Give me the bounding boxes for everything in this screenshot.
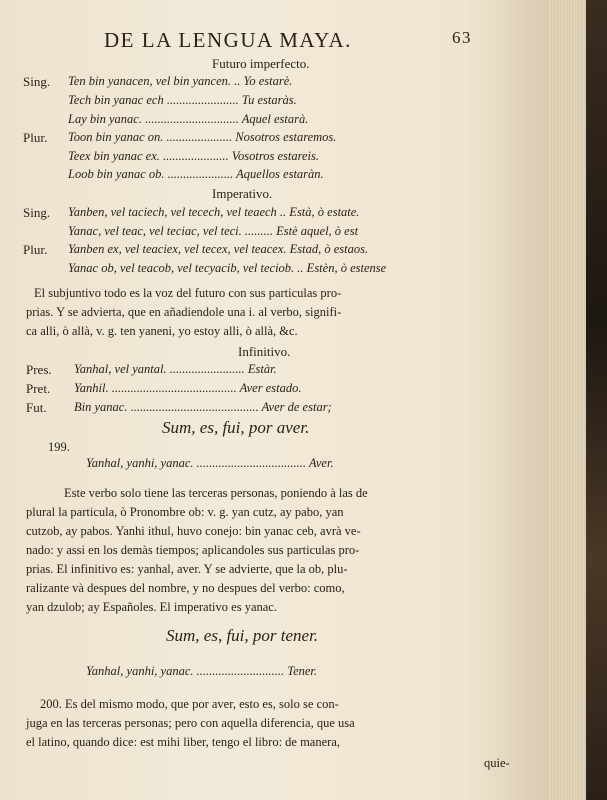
line-label: Pret. xyxy=(26,381,51,396)
text-line: Yanben, vel taciech, vel tecech, vel teaech .. Està, ò estate. xyxy=(68,205,360,219)
text-line: Ten bin yanacen, vel bin yancen. .. Yo estarè. xyxy=(68,74,293,88)
paragraph-line: juga en las terceras personas; pero con aquella diferencia, que usa xyxy=(26,716,355,730)
section-heading: Sum, es, fui, por aver. xyxy=(162,418,310,437)
book-cover xyxy=(586,0,607,800)
paragraph-line: nado: y assi en los demàs tiempos; aplicandoles sus particulas pro- xyxy=(26,543,360,557)
text-line: Lay bin yanac. .............................. Aquel estarà. xyxy=(68,112,309,126)
line-label: Plur. xyxy=(23,242,48,257)
paragraph-line: ralizante và despues del nombre, y no despues del verbo: como, xyxy=(26,581,345,595)
catchword: quie- xyxy=(484,756,510,770)
line-label: Pres. xyxy=(26,362,52,377)
text-line: Toon bin yanac on. ..................... Nosotros estaremos. xyxy=(68,130,337,144)
page-edges xyxy=(548,0,586,800)
text-line: Yanac, vel teac, vel teciac, vel teci. ......... Estè aquel, ò est xyxy=(68,224,359,238)
text-line: Yanac ob, vel teacob, vel tecyacib, vel teciob. .. Estèn, ò estense xyxy=(68,261,387,275)
paragraph-line: yan dzulob; ay Españoles. El imperativo es yanac. xyxy=(26,600,277,614)
section-title: Futuro imperfecto. xyxy=(212,56,310,71)
line-label: Sing. xyxy=(23,74,51,89)
section-title: Infinitivo. xyxy=(238,344,291,359)
line-label: Plur. xyxy=(23,130,48,145)
paragraph-line: El subjuntivo todo es la voz del futuro con sus particulas pro- xyxy=(34,286,342,300)
text-line: Loob bin yanac ob. ..................... Aquellos estaràn. xyxy=(68,167,324,181)
text-line: Yanben ex, vel teaciex, vel tecex, vel teacex. Estad, ò estaos. xyxy=(68,242,369,256)
paragraph-line: plural la particula, ò Pronombre ob: v. g. yan cutz, ay pabo, yan xyxy=(26,505,344,519)
paragraph-number: 199. xyxy=(48,440,70,454)
line-label: Sing. xyxy=(23,205,51,220)
text-line: Tech bin yanac ech ....................... Tu estaràs. xyxy=(68,93,297,107)
paragraph-line: prias. El infinitivo es: yanhal, aver. Y se advierte, que la ob, plu- xyxy=(26,562,348,576)
text-line: Yanhal, yanhi, yanac. ............................ Tener. xyxy=(86,664,318,678)
line-label: Fut. xyxy=(26,400,47,415)
page-number: 63 xyxy=(452,28,472,47)
paragraph-line: Este verbo solo tiene las terceras personas, poniendo à las de xyxy=(64,486,368,500)
section-title: Imperativo. xyxy=(212,186,273,201)
text-line: Yanhal, yanhi, yanac. ................................... Aver. xyxy=(86,456,334,470)
text-line: Yanhal, vel yantal. ........................ Estàr. xyxy=(74,362,277,376)
section-heading: Sum, es, fui, por tener. xyxy=(166,626,319,645)
running-head: DE LA LENGUA MAYA. xyxy=(104,28,352,52)
paragraph-line: 200. Es del mismo modo, que por aver, esto es, solo se con- xyxy=(40,697,339,711)
text-line: Yanhil. ........................................ Aver estado. xyxy=(74,381,302,395)
text-line: Bin yanac. ......................................... Aver de estar; xyxy=(74,400,332,414)
paragraph-line: el latino, quando dice: est mihi liber, tengo el libro: de manera, xyxy=(26,735,340,749)
paragraph-line: ca alli, ò allà, v. g. ten yaneni, yo estoy alli, ò allà, &c. xyxy=(26,324,298,338)
paragraph-line: prias. Y se advierta, que en añadiendole una i. al verbo, signifi- xyxy=(26,305,342,319)
text-line: Teex bin yanac ex. ..................... Vosotros estareis. xyxy=(68,149,320,163)
paragraph-line: cutzob, ay pabos. Yanhi ithul, huvo conejo: bin yanac ceb, avrà ve- xyxy=(26,524,361,538)
